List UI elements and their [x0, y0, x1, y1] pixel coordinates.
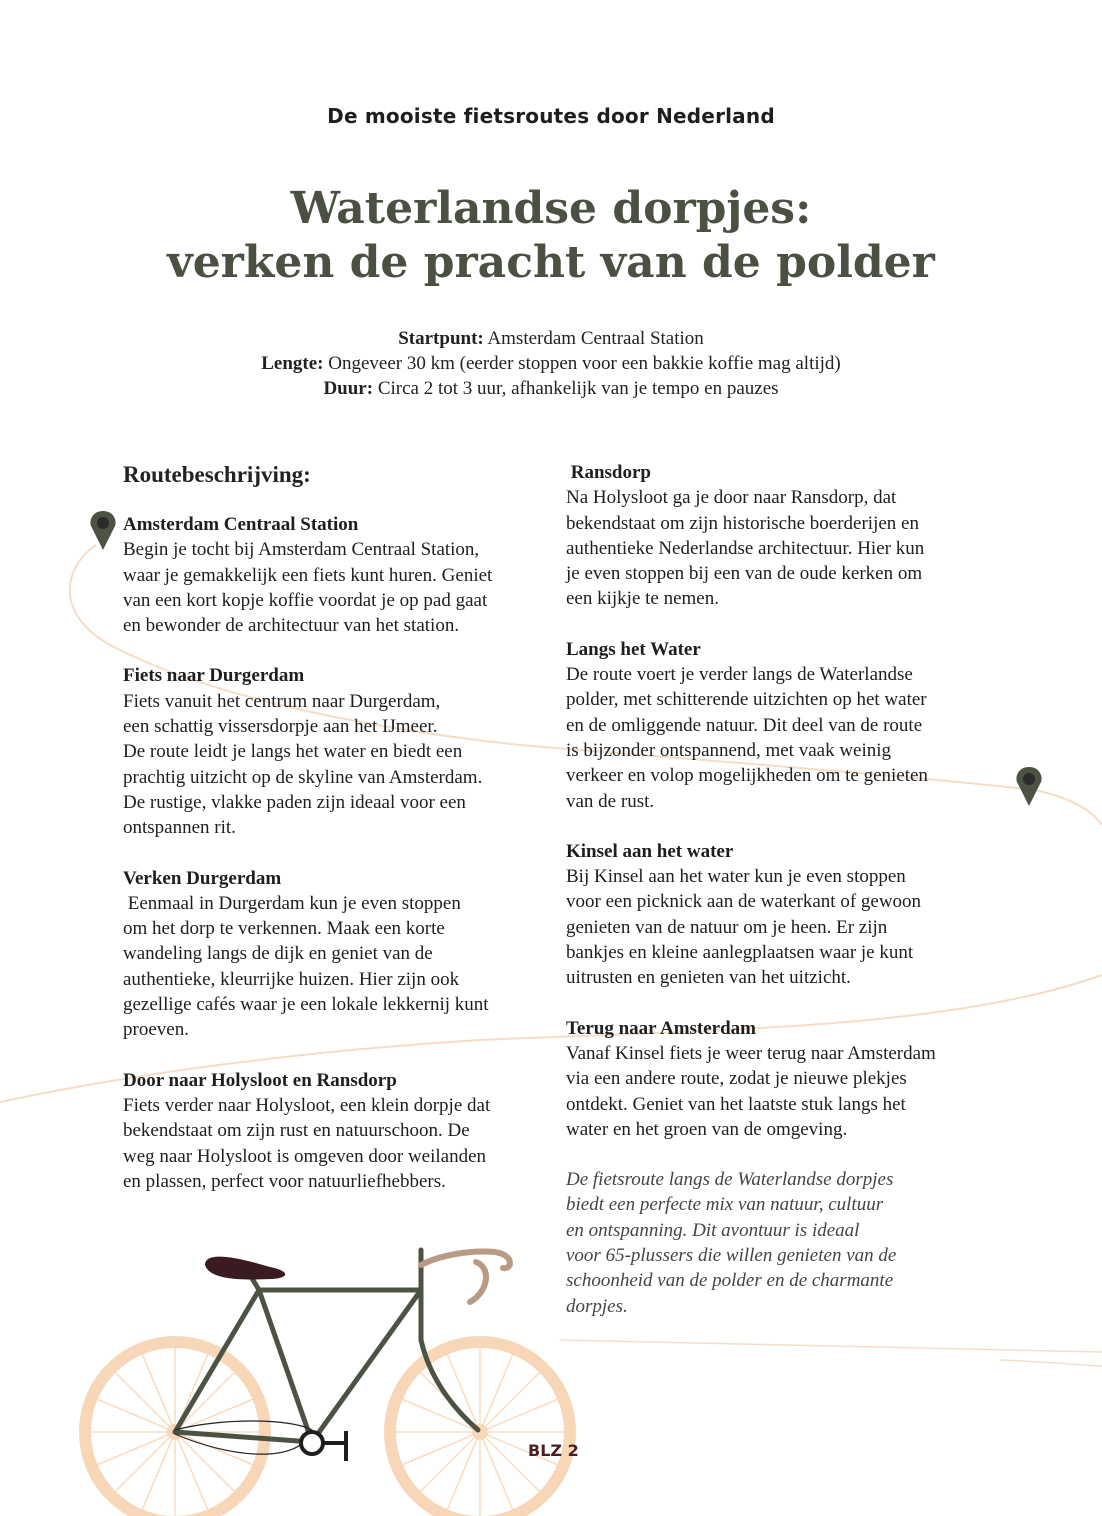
closing-line: en ontspanning. Dit avontuur is ideaal: [566, 1219, 860, 1241]
meta-label: Startpunt:: [398, 328, 484, 349]
section-line: om het dorp te verkennen. Maak een korte: [123, 918, 445, 940]
right-column: [566, 460, 996, 1319]
meta-lengte: [0, 351, 1102, 376]
section-line: bekendstaat om zijn rust en natuurschoon. De: [123, 1120, 470, 1142]
section-line: authentieke Nederlandse architectuur. Hier kun: [566, 537, 925, 559]
section-line: water en het groen van de omgeving.: [566, 1118, 848, 1140]
section-line: Na Holysloot ga je door naar Ransdorp, dat: [566, 487, 897, 509]
section-line: polder, met schitterende uitzichten op het water: [566, 689, 927, 711]
pedal: [322, 1431, 346, 1461]
section-title: Kinsel aan het water: [566, 840, 734, 862]
saddle: [205, 1257, 285, 1280]
map-pin-icon: [1016, 767, 1041, 806]
section-line: bekendstaat om zijn historische boerderijen en: [566, 512, 919, 534]
series-title: De mooiste fietsroutes door Nederland: [327, 104, 775, 128]
section-line: van de rust.: [566, 790, 655, 812]
section-line: je even stoppen bij een van de oude kerken om: [566, 563, 923, 585]
section-line: Fiets vanuit het centrum naar Durgerdam,: [123, 690, 441, 712]
route-line-bottom: [560, 1340, 1102, 1352]
meta-startpunt: [0, 326, 1102, 351]
closing-line: dorpjes.: [566, 1295, 628, 1317]
section-line: en bewonder de architectuur van het station.: [123, 615, 460, 637]
section-line: van een kort kopje koffie voordat je op pad gaat: [123, 589, 488, 611]
section-line: ontdekt. Geniet van het laatste stuk langs het: [566, 1093, 906, 1115]
section-line: ontspannen rit.: [123, 817, 236, 839]
meta-label: Lengte:: [261, 353, 324, 374]
route-line-bottom-2: [1000, 1360, 1102, 1366]
section-line: De route leidt je langs het water en biedt een: [123, 741, 463, 763]
section-line: Begin je tocht bij Amsterdam Centraal Station,: [123, 539, 480, 561]
section-title: Fiets naar Durgerdam: [123, 665, 305, 687]
closing-line: De fietsroute langs de Waterlandse dorpjes: [566, 1169, 894, 1191]
closing-line: schoonheid van de polder en de charmante: [566, 1270, 894, 1292]
section-line: De rustige, vlakke paden zijn ideaal voor een: [123, 791, 466, 813]
title-line-2: verken de pracht van de polder: [167, 237, 935, 288]
page-title: [0, 182, 1102, 290]
section-line: waar je gemakkelijk een fiets kunt huren. Geniet: [123, 564, 493, 586]
section-line: genieten van de natuur om je heen. Er zijn: [566, 916, 888, 938]
closing-line: biedt een perfecte mix van natuur, cultuur: [566, 1194, 884, 1216]
route-section: [123, 512, 563, 638]
section-line: Bij Kinsel aan het water kun je even stoppen: [566, 866, 906, 888]
handlebar: [421, 1252, 510, 1302]
section-title: Door naar Holysloot en Ransdorp: [123, 1069, 397, 1091]
meta-value: Ongeveer 30 km (eerder stoppen voor een bakkie koffie mag altijd): [323, 353, 841, 374]
route-section: [123, 866, 563, 1043]
section-line: verkeer en volop mogelijkheden om te genieten: [566, 765, 928, 787]
section-line: uitrusten en genieten van het uitzicht.: [566, 967, 851, 989]
section-line: wandeling langs de dijk en geniet van de: [123, 943, 433, 965]
closing-paragraph: [566, 1167, 996, 1319]
section-line: prachtig uitzicht op de skyline van Amsterdam.: [123, 766, 483, 788]
chainring: [301, 1432, 323, 1454]
section-line: Eenmaal in Durgerdam kun je even stoppen: [123, 892, 461, 914]
route-section: [566, 460, 996, 612]
section-line: en plassen, perfect voor natuurliefhebbers.: [123, 1170, 446, 1192]
section-line: gezellige cafés waar je een lokale lekkernij kunt: [123, 994, 489, 1016]
route-section: [566, 839, 996, 991]
section-title: Verken Durgerdam: [123, 867, 282, 889]
route-section: [566, 1016, 996, 1142]
section-line: een schattig vissersdorpje aan het IJmeer.: [123, 716, 438, 738]
meta-duur: [0, 376, 1102, 401]
route-meta: [0, 326, 1102, 401]
meta-value: Amsterdam Centraal Station: [483, 328, 704, 349]
section-line: De route voert je verder langs de Waterlandse: [566, 664, 913, 686]
section-line: bankjes en kleine aanlegplaatsen waar je kunt: [566, 942, 914, 964]
section-line: en de omliggende natuur. Dit deel van de route: [566, 714, 923, 736]
title-line-1: Waterlandse dorpjes:: [290, 183, 812, 234]
meta-label: Duur:: [323, 378, 374, 399]
route-section: [566, 637, 996, 814]
section-line: een kijkje te nemen.: [566, 588, 719, 610]
meta-value: Circa 2 tot 3 uur, afhankelijk van je tempo en pauzes: [373, 378, 779, 399]
closing-line: voor 65-plussers die willen genieten van de: [566, 1245, 897, 1267]
section-line: voor een picknick aan de waterkant of gewoon: [566, 891, 922, 913]
section-title: Ransdorp: [566, 462, 651, 483]
section-line: authentieke, kleurrijke huizen. Hier zijn ook: [123, 968, 460, 990]
map-pin-icon: [90, 511, 115, 550]
section-title: Terug naar Amsterdam: [566, 1017, 756, 1039]
route-heading: Routebeschrijving:: [123, 462, 311, 487]
left-column: [123, 461, 563, 1219]
section-line: weg naar Holysloot is omgeven door weilanden: [123, 1145, 487, 1167]
section-line: Fiets verder naar Holysloot, een klein dorpje dat: [123, 1094, 491, 1116]
section-line: is bijzonder ontspannend, met vaak weinig: [566, 739, 892, 761]
page-number: BLZ 2: [528, 1441, 579, 1460]
section-title: Langs het Water: [566, 638, 701, 660]
section-title: Amsterdam Centraal Station: [123, 514, 359, 535]
section-line: via een andere route, zodat je nieuwe plekjes: [566, 1068, 907, 1090]
section-line: proeven.: [123, 1019, 189, 1041]
bicycle-illustration: [85, 1250, 570, 1516]
section-line: Vanaf Kinsel fiets je weer terug naar Amsterdam: [566, 1042, 936, 1064]
route-section: [123, 1068, 563, 1194]
route-section: [123, 663, 563, 840]
